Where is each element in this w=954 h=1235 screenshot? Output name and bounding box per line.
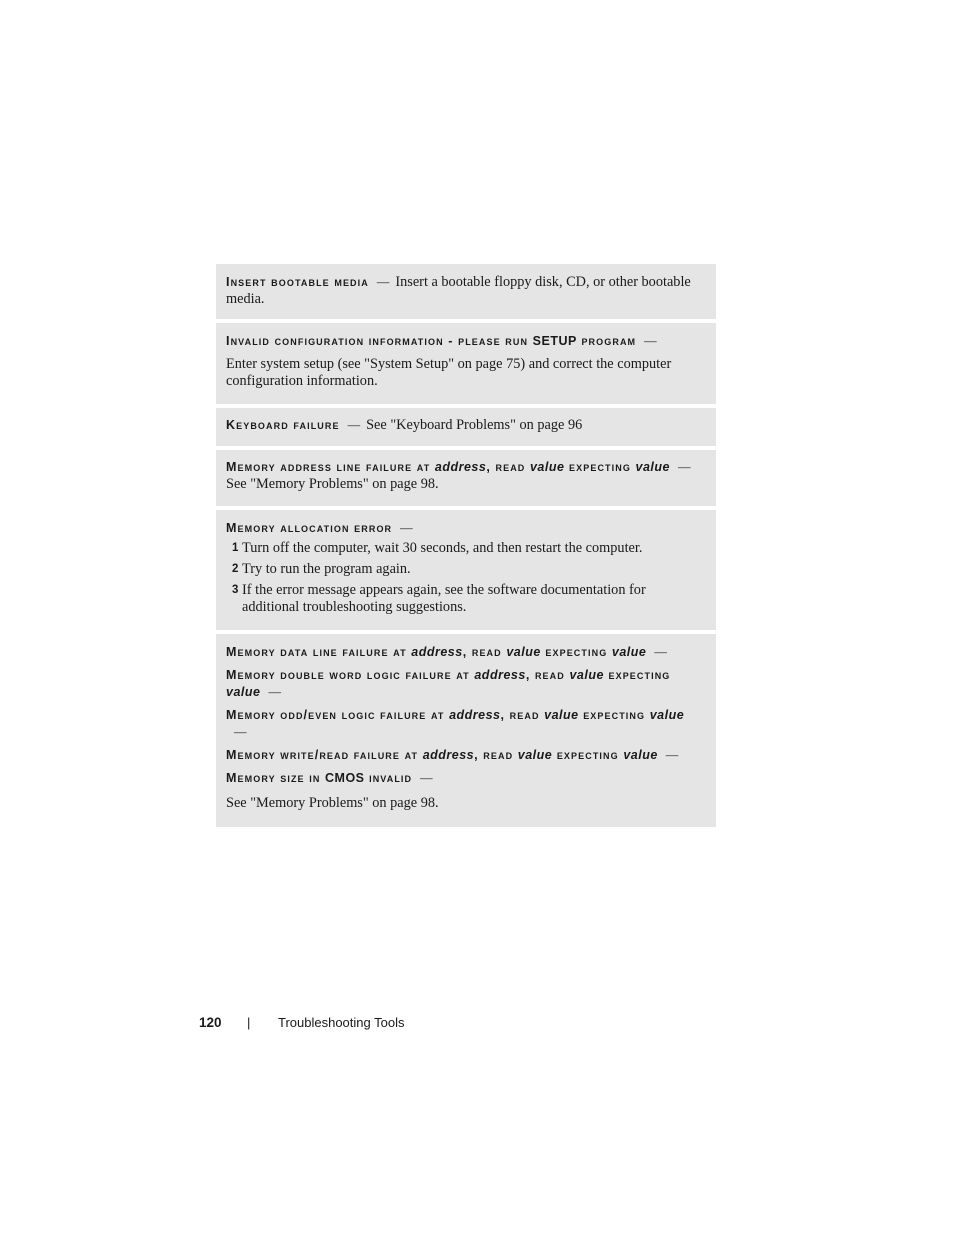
- expected-value-variable: value: [623, 748, 658, 762]
- message-insert-bootable-media: [216, 264, 716, 319]
- step-item: [226, 561, 702, 578]
- message-description: Insert a bootable floppy disk, CD, or other bootable media.: [226, 274, 691, 307]
- expecting-word: expecting: [556, 748, 619, 762]
- message-title: Memory size in: [226, 771, 321, 785]
- message-title: Memory write/read failure at: [226, 748, 419, 762]
- message-title: Invalid configuration information - please run: [226, 334, 529, 348]
- error-message-table: [216, 264, 716, 831]
- message-title: Memory address line failure at: [226, 460, 431, 474]
- page-number: 120: [199, 1015, 222, 1030]
- read-word: , read: [474, 748, 514, 762]
- setup-keyword: SETUP: [532, 334, 577, 348]
- message-title-suffix: invalid: [369, 771, 413, 785]
- message-heading-size-cmos: [226, 770, 702, 787]
- expected-value-variable: value: [226, 685, 261, 699]
- message-description: See "Memory Problems" on page 98.: [226, 476, 439, 492]
- message-memory-address-line-failure: [216, 450, 716, 506]
- em-dash: —: [654, 645, 667, 659]
- expecting-word: expecting: [569, 460, 631, 474]
- address-variable: address: [434, 460, 487, 474]
- page-footer: [0, 1015, 954, 1035]
- message-description: Enter system setup (see "System Setup" on page 75) and correct the computer configuration information.: [226, 356, 672, 389]
- message-heading: [226, 417, 702, 434]
- em-dash: —: [420, 771, 433, 785]
- message-keyboard-failure: [216, 408, 716, 446]
- step-text: If the error message appears again, see the software documentation for additional troubleshooting suggestions.: [242, 582, 646, 615]
- message-title-suffix: program: [581, 334, 637, 348]
- address-variable: address: [449, 708, 501, 722]
- cmos-keyword: CMOS: [325, 771, 365, 785]
- em-dash: —: [665, 748, 679, 762]
- read-word: , read: [486, 460, 526, 474]
- message-heading-double-word: [226, 667, 702, 701]
- expecting-word: expecting: [608, 668, 671, 682]
- footer-separator: |: [247, 1015, 251, 1030]
- value-variable: value: [569, 668, 604, 682]
- read-word: , read: [500, 708, 540, 722]
- message-title: Keyboard failure: [226, 418, 340, 432]
- step-number: 1: [232, 542, 239, 554]
- message-heading-odd-even: [226, 707, 702, 741]
- expected-value-variable: value: [635, 460, 670, 474]
- step-number: 2: [232, 563, 239, 575]
- address-variable: address: [411, 645, 463, 659]
- em-dash: —: [644, 334, 657, 348]
- message-heading: [226, 333, 702, 350]
- step-text: Turn off the computer, wait 30 seconds, and then restart the computer.: [242, 540, 643, 556]
- message-heading: [226, 274, 702, 308]
- value-variable: value: [517, 748, 553, 762]
- message-title: Memory double word logic failure at: [226, 668, 470, 682]
- em-dash: —: [400, 521, 413, 535]
- message-heading: [226, 459, 702, 493]
- message-title: Memory odd/even logic failure at: [226, 708, 445, 722]
- address-variable: address: [474, 668, 526, 682]
- step-item: [226, 540, 702, 557]
- message-title: Memory data line failure at: [226, 645, 407, 659]
- message-title: Insert bootable media: [226, 275, 369, 289]
- expecting-word: expecting: [583, 708, 646, 722]
- value-variable: value: [506, 645, 541, 659]
- message-memory-failure-group: [216, 634, 716, 827]
- troubleshooting-steps: [226, 540, 702, 616]
- message-title: Memory allocation error: [226, 521, 393, 535]
- address-variable: address: [422, 748, 475, 762]
- message-description: See "Memory Problems" on page 98.: [226, 795, 439, 811]
- value-variable: value: [544, 708, 579, 722]
- expecting-word: expecting: [545, 645, 608, 659]
- message-memory-allocation-error: [216, 510, 716, 630]
- step-number: 3: [232, 584, 239, 596]
- em-dash: —: [347, 418, 361, 432]
- message-heading-data-line: [226, 644, 702, 661]
- message-heading: [226, 520, 702, 537]
- message-description: See "Keyboard Problems" on page 96: [366, 417, 583, 433]
- expected-value-variable: value: [649, 708, 685, 722]
- step-text: Try to run the program again.: [242, 561, 411, 577]
- em-dash: —: [376, 275, 390, 289]
- section-title: Troubleshooting Tools: [278, 1015, 405, 1030]
- message-heading-write-read: [226, 747, 702, 764]
- em-dash: —: [678, 460, 691, 474]
- read-word: , read: [525, 668, 565, 682]
- read-word: , read: [462, 645, 502, 659]
- value-variable: value: [529, 460, 565, 474]
- step-item: [226, 582, 702, 616]
- em-dash: —: [234, 725, 247, 739]
- message-invalid-configuration: [216, 323, 716, 404]
- em-dash: —: [268, 685, 281, 699]
- expected-value-variable: value: [611, 645, 647, 659]
